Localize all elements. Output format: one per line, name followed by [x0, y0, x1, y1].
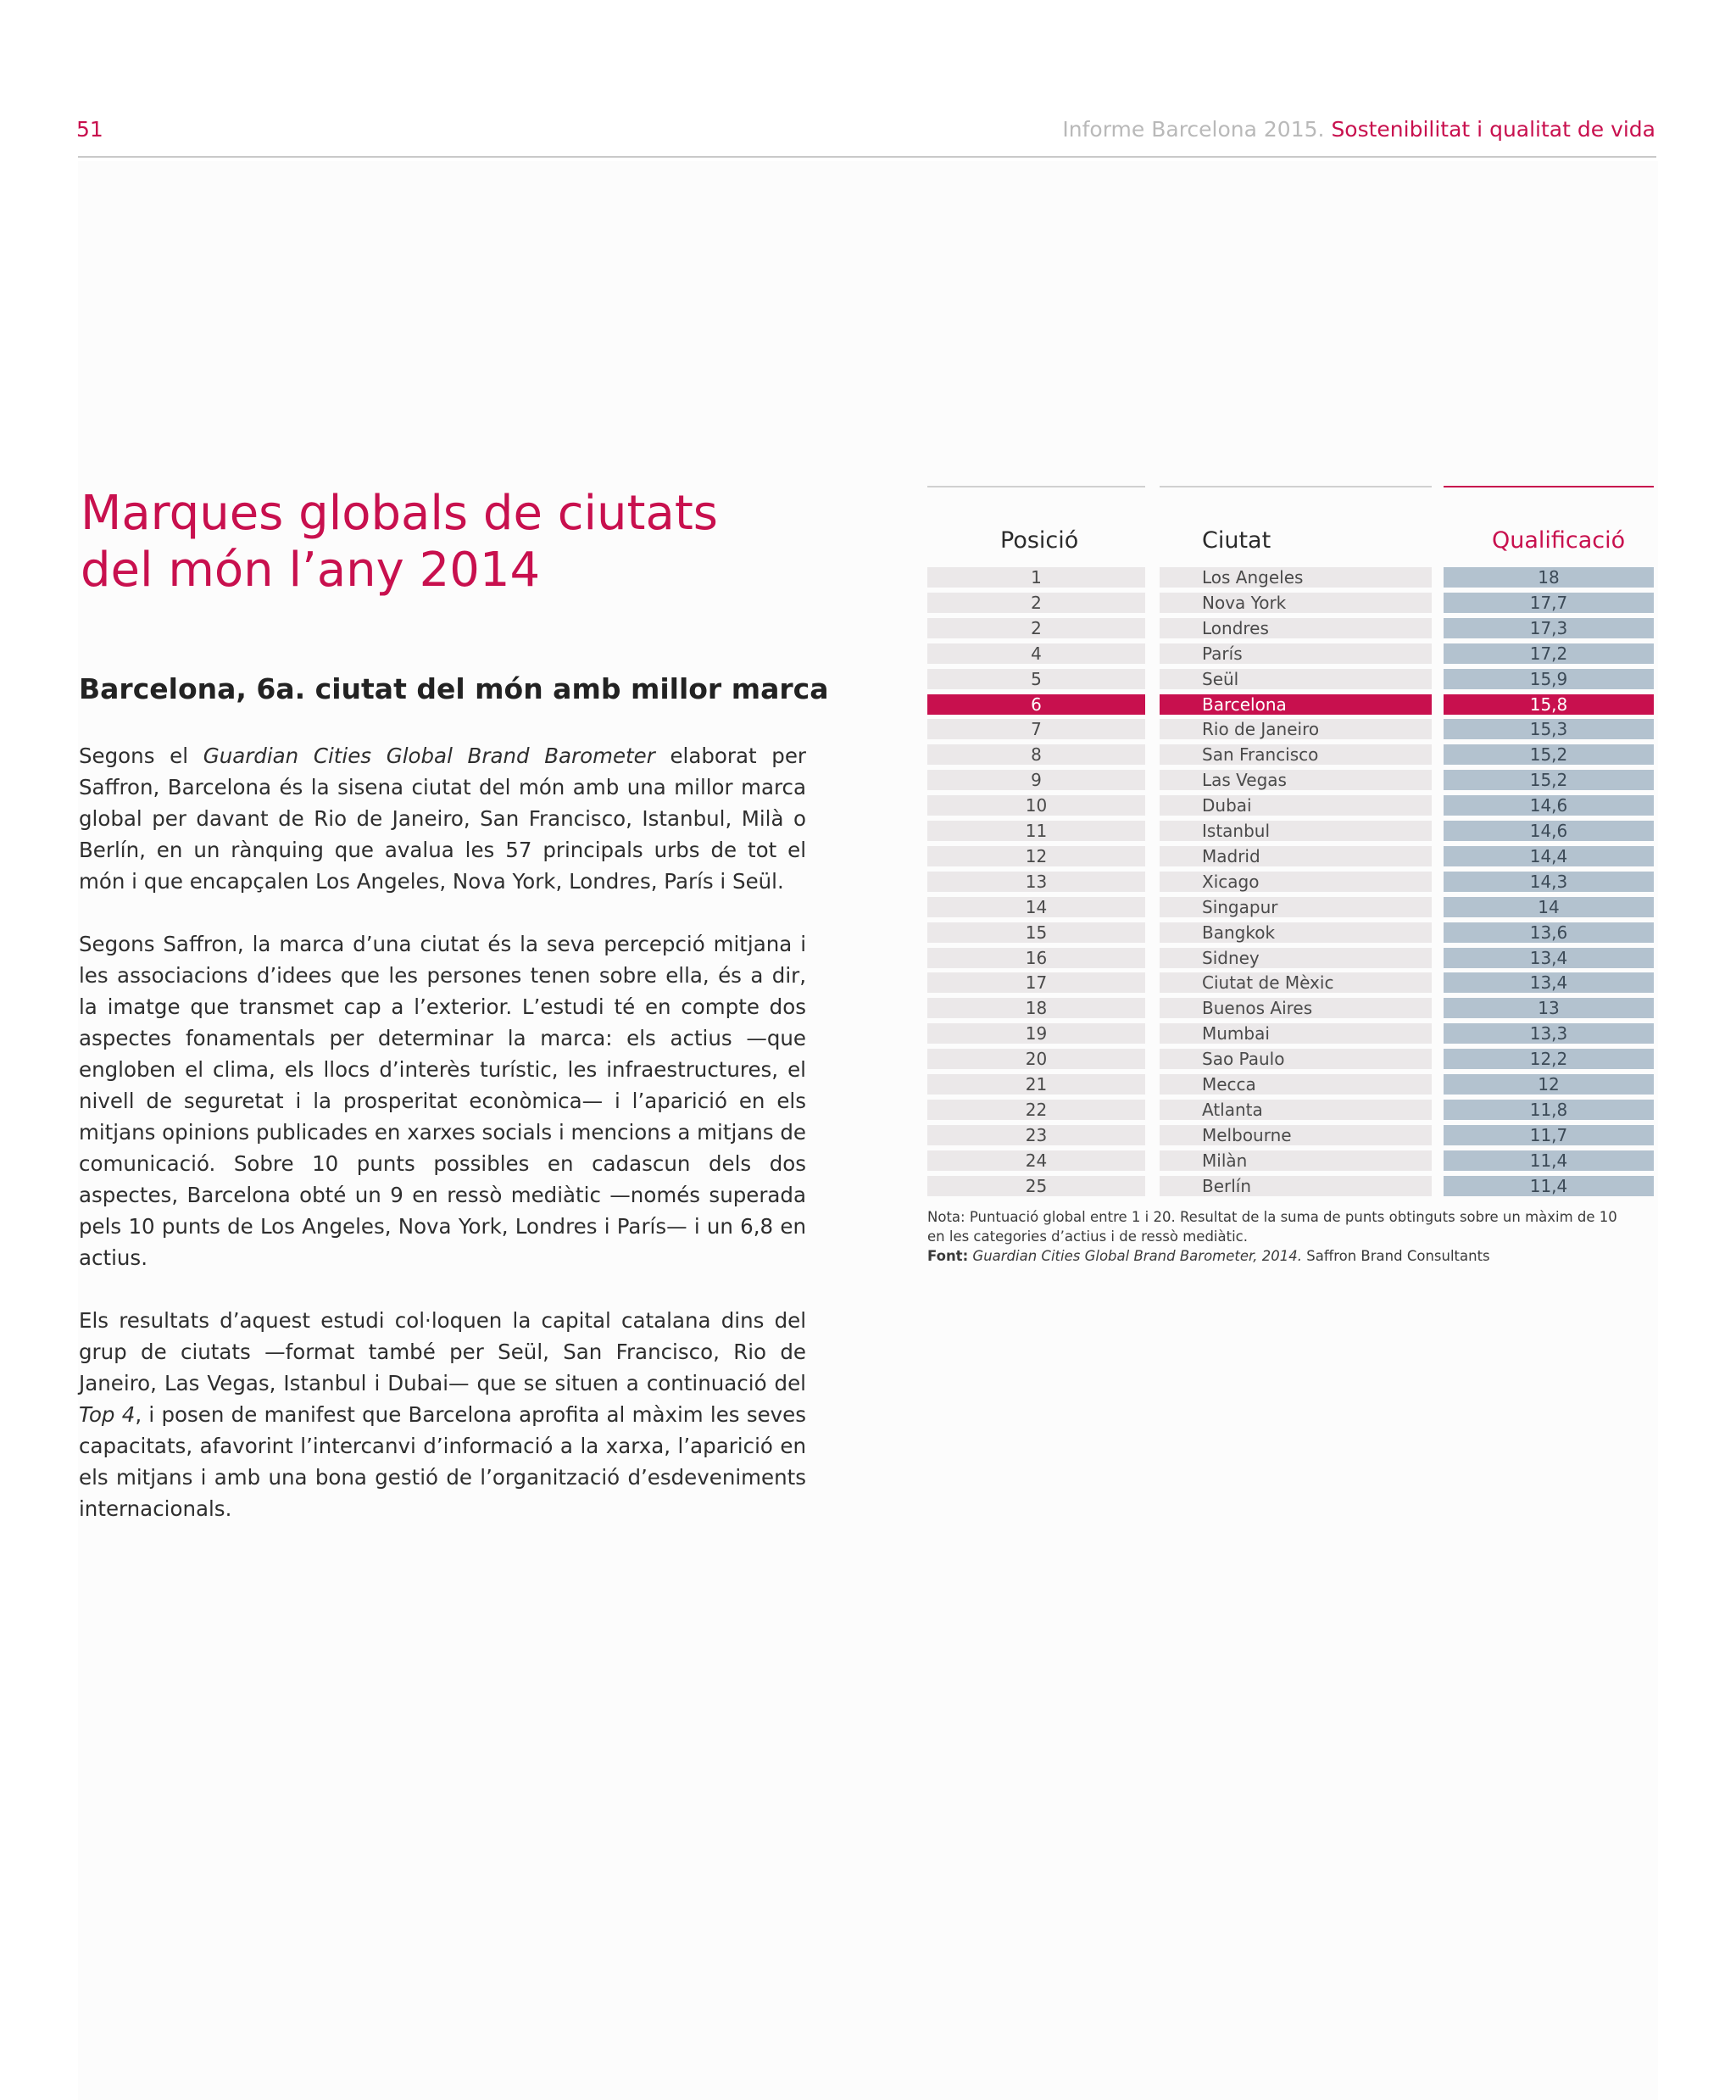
rank-cell: 24 — [927, 1150, 1145, 1171]
table-note — [927, 1207, 1656, 1266]
table-row — [0, 694, 1736, 715]
city-cell: Mecca — [1160, 1074, 1432, 1095]
city-cell: Mumbai — [1160, 1023, 1432, 1044]
city-cell: Singapur — [1160, 897, 1432, 917]
running-header — [1062, 117, 1655, 142]
city-cell: Sao Paulo — [1160, 1049, 1432, 1069]
city-column-rule — [1160, 486, 1432, 487]
score-cell: 17,7 — [1444, 593, 1654, 613]
city-cell: Barcelona — [1160, 694, 1432, 715]
score-cell: 11,4 — [1444, 1176, 1654, 1196]
paragraph-2: Segons Saffron, la marca d’una ciutat és la seva percepció mitjana i les associacions d’idees que les persones tenen sobre ella, és a dir, la imatge que transmet cap a l’exterior. L’estudi té en compte dos aspectes fonamentals per determinar la marca: els actius —que engloben el clima, els llocs d’interès turístic, les infraestructures, el nivell de seguretat i la prosperitat econòmica— i l’aparició en els mitjans opinions publicades en xarxes socials i mencions a mitjans de comunicació. Sobre 10 punts possibles en cadascun dels dos aspectes, Barcelona obté un 9 en ressò mediàtic —només superada pels 10 punts de Los Angeles, Nova York, Londres i París— i un 6,8 en actius. — [79, 932, 806, 1270]
score-cell: 15,9 — [1444, 669, 1654, 689]
city-column-header: Ciutat — [1202, 527, 1271, 554]
score-cell: 11,8 — [1444, 1100, 1654, 1120]
table-row — [0, 948, 1736, 968]
score-cell: 12 — [1444, 1074, 1654, 1095]
rank-cell: 19 — [927, 1023, 1145, 1044]
score-column-header: Qualificació — [1492, 527, 1626, 554]
p1-emphasis: Guardian Cities Global Brand Barometer — [203, 744, 655, 768]
table-row — [0, 1150, 1736, 1171]
score-column-rule — [1444, 486, 1654, 487]
score-cell: 15,3 — [1444, 719, 1654, 739]
score-cell: 13 — [1444, 998, 1654, 1018]
city-cell: Dubai — [1160, 795, 1432, 816]
rank-cell: 14 — [927, 897, 1145, 917]
table-row — [0, 1074, 1736, 1095]
paragraph-3 — [79, 1305, 806, 1524]
rank-cell: 22 — [927, 1100, 1145, 1120]
page-number: 51 — [76, 117, 103, 142]
city-cell: Nova York — [1160, 593, 1432, 613]
table-row — [0, 770, 1736, 790]
table-row — [0, 567, 1736, 588]
rank-cell: 5 — [927, 669, 1145, 689]
score-cell: 13,6 — [1444, 922, 1654, 943]
rank-cell: 8 — [927, 744, 1145, 765]
source-line — [927, 1246, 1656, 1266]
score-cell: 15,2 — [1444, 770, 1654, 790]
report-title: Informe Barcelona 2015. — [1062, 117, 1325, 142]
table-row — [0, 846, 1736, 866]
city-cell: Bangkok — [1160, 922, 1432, 943]
position-column-header: Posició — [1000, 527, 1079, 554]
city-cell: Milàn — [1160, 1150, 1432, 1171]
table-row — [0, 744, 1736, 765]
position-column-rule — [927, 486, 1145, 487]
score-cell: 13,4 — [1444, 948, 1654, 968]
score-cell: 14,4 — [1444, 846, 1654, 866]
rank-cell: 20 — [927, 1049, 1145, 1069]
city-cell: Madrid — [1160, 846, 1432, 866]
score-cell: 15,2 — [1444, 744, 1654, 765]
rank-cell: 12 — [927, 846, 1145, 866]
p3-text-b: , i posen de manifest que Barcelona aprofita al màxim les seves capacitats, afavorint l’intercanvi d’informació a la xarxa, l’aparició en els mitjans i amb una bona gestió de l’organització d’esdeveniments internacionals. — [79, 1402, 806, 1521]
score-cell: 14,6 — [1444, 821, 1654, 841]
table-row — [0, 1049, 1736, 1069]
rank-cell: 13 — [927, 872, 1145, 892]
table-row — [0, 998, 1736, 1018]
p3-text-a: Els resultats d’aquest estudi col·loquen la capital catalana dins del grup de ciutats —format també per Seül, San Francisco, Rio de Janeiro, Las Vegas, Istanbul i Dubai— que se situen a continuació del — [79, 1308, 806, 1395]
table-row — [0, 1176, 1736, 1196]
rank-cell: 21 — [927, 1074, 1145, 1095]
table-row — [0, 719, 1736, 739]
city-cell: Sidney — [1160, 948, 1432, 968]
score-cell: 17,2 — [1444, 643, 1654, 664]
table-row — [0, 821, 1736, 841]
source-label: Font: — [927, 1248, 969, 1264]
source-title: Guardian Cities Global Brand Barometer, 2014. — [972, 1248, 1303, 1264]
score-cell: 11,4 — [1444, 1150, 1654, 1171]
city-cell: Berlín — [1160, 1176, 1432, 1196]
title-line-1: Marques globals de ciutats — [81, 486, 718, 541]
city-cell: Londres — [1160, 618, 1432, 638]
city-cell: Los Angeles — [1160, 567, 1432, 588]
city-cell: San Francisco — [1160, 744, 1432, 765]
city-cell: Ciutat de Mèxic — [1160, 972, 1432, 993]
score-cell: 15,8 — [1444, 694, 1654, 715]
table-row — [0, 972, 1736, 993]
title-line-2: del món l’any 2014 — [81, 543, 541, 598]
score-cell: 11,7 — [1444, 1125, 1654, 1145]
table-row — [0, 897, 1736, 917]
table-row — [0, 1100, 1736, 1120]
article-subtitle: Barcelona, 6a. ciutat del món amb millor marca — [79, 672, 829, 705]
rank-cell: 2 — [927, 618, 1145, 638]
rank-cell: 2 — [927, 593, 1145, 613]
score-cell: 18 — [1444, 567, 1654, 588]
rank-cell: 7 — [927, 719, 1145, 739]
rank-cell: 9 — [927, 770, 1145, 790]
city-cell: Xicago — [1160, 872, 1432, 892]
table-row — [0, 1125, 1736, 1145]
table-row — [0, 795, 1736, 816]
table-row — [0, 643, 1736, 664]
rank-cell: 11 — [927, 821, 1145, 841]
city-cell: Rio de Janeiro — [1160, 719, 1432, 739]
score-cell: 17,3 — [1444, 618, 1654, 638]
city-cell: Las Vegas — [1160, 770, 1432, 790]
table-row — [0, 872, 1736, 892]
table-row — [0, 618, 1736, 638]
score-cell: 13,3 — [1444, 1023, 1654, 1044]
note-line-2: en les categories d’actius i de ressò mediàtic. — [927, 1228, 1248, 1245]
rank-cell: 16 — [927, 948, 1145, 968]
score-cell: 13,4 — [1444, 972, 1654, 993]
p3-emphasis: Top 4 — [79, 1402, 136, 1427]
header-divider — [78, 156, 1656, 158]
rank-cell: 17 — [927, 972, 1145, 993]
score-cell: 12,2 — [1444, 1049, 1654, 1069]
rank-cell: 6 — [927, 694, 1145, 715]
city-cell: Buenos Aires — [1160, 998, 1432, 1018]
score-cell: 14,3 — [1444, 872, 1654, 892]
city-cell: Istanbul — [1160, 821, 1432, 841]
rank-cell: 18 — [927, 998, 1145, 1018]
rank-cell: 1 — [927, 567, 1145, 588]
city-cell: Melbourne — [1160, 1125, 1432, 1145]
note-line-1: Nota: Puntuació global entre 1 i 20. Resultat de la suma de punts obtinguts sobre un màxim de 10 — [927, 1209, 1617, 1225]
section-title: Sostenibilitat i qualitat de vida — [1331, 117, 1655, 142]
source-rest: Saffron Brand Consultants — [1302, 1248, 1490, 1264]
city-cell: París — [1160, 643, 1432, 664]
table-row — [0, 1023, 1736, 1044]
score-cell: 14 — [1444, 897, 1654, 917]
p1-text-a: Segons el — [79, 744, 203, 768]
rank-cell: 4 — [927, 643, 1145, 664]
city-cell: Seül — [1160, 669, 1432, 689]
rank-cell: 15 — [927, 922, 1145, 943]
rank-cell: 10 — [927, 795, 1145, 816]
score-cell: 14,6 — [1444, 795, 1654, 816]
p1-text-b: elaborat per Saffron, Barcelona és la sisena ciutat del món amb una millor marca global per davant de Rio de Janeiro, San Francisco, Istanbul, Milà o Berlín, en un rànquing que avalua les 57 principals urbs de tot el món i que encapçalen Los Angeles, Nova York, Londres, París i Seül. — [79, 744, 806, 894]
table-row — [0, 593, 1736, 613]
rank-cell: 23 — [927, 1125, 1145, 1145]
city-cell: Atlanta — [1160, 1100, 1432, 1120]
table-row — [0, 669, 1736, 689]
table-row — [0, 922, 1736, 943]
rank-cell: 25 — [927, 1176, 1145, 1196]
